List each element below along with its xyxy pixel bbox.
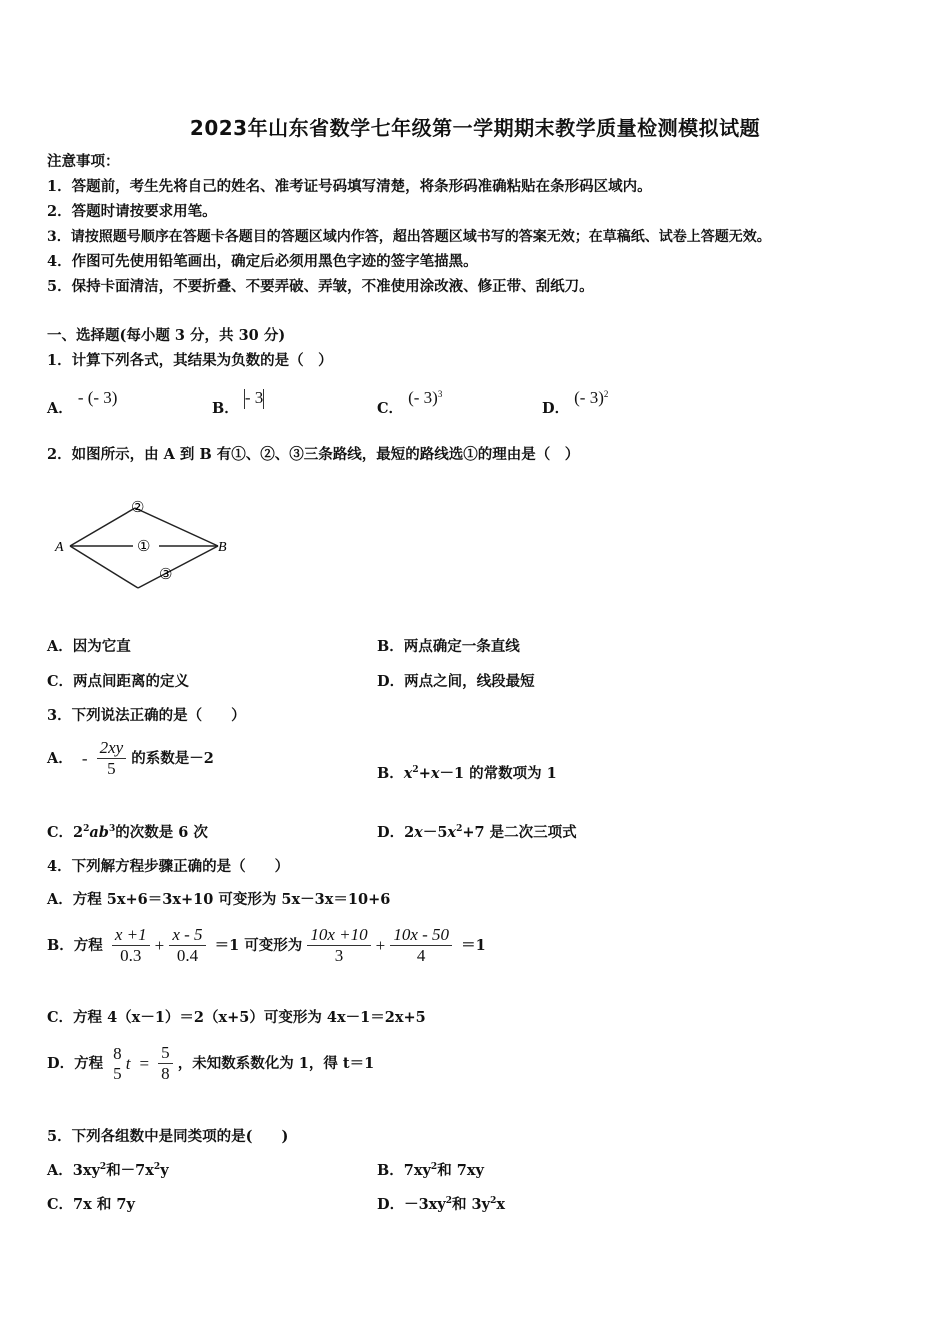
option-text: A．3xy (47, 1162, 100, 1179)
route-diagram (50, 490, 240, 600)
math-expression: - (- 3) (77, 388, 118, 407)
fraction (169, 925, 205, 966)
section-heading: 一、选择题(每小题 3 分，共 30 分) (47, 327, 286, 344)
variable: t (125, 1053, 131, 1073)
fraction-numerator: 5 (158, 1043, 173, 1064)
notice-heading: 注意事项： (47, 153, 120, 170)
option-text: 和－7x (106, 1162, 154, 1179)
variable: x (403, 765, 413, 782)
exponent: 2 (153, 1162, 161, 1172)
option-text: ＝1 可变形为 (214, 936, 303, 954)
exponent: 2 (456, 824, 463, 834)
option-text: ，未知数系数化为 1，得 t＝1 (177, 1054, 375, 1072)
route-3-label: ③ (159, 567, 173, 583)
option-text: 的次数是 6 次 (115, 824, 208, 841)
fraction (390, 925, 452, 966)
variable: x (447, 824, 457, 841)
option-text: 和 3y (452, 1196, 491, 1213)
exponent: 2 (445, 1196, 452, 1206)
fraction-denominator: 5 (107, 759, 116, 778)
fraction-denominator: 0.4 (176, 946, 199, 965)
abs-bar-right (263, 389, 264, 409)
plus-sign: + (418, 765, 431, 782)
q2-option-d: D．两点之间，线段最短 (377, 673, 535, 690)
fraction-numerator: 10x - 50 (390, 925, 452, 946)
notice-item: 3．请按照题号顺序在答题卡各题目的答题区域内作答，超出答题区域书写的答案无效；在草稿纸、试卷上答题无效。 (47, 229, 771, 245)
notice-item: 4．作图可先使用铅笔画出，确定后必须用黑色字迹的签字笔描黑。 (47, 253, 478, 270)
equals-sign: = (139, 1053, 150, 1073)
option-text: 和 7xy (437, 1162, 484, 1179)
q4-option-c: C．方程 4（x－1）＝2（x+5）可变形为 4x－1＝2x+5 (47, 1009, 426, 1026)
option-text: －1 的常数项为 1 (439, 765, 557, 782)
q4-option-b (47, 925, 486, 966)
q5-option-d (377, 1195, 505, 1215)
fraction (158, 1043, 173, 1084)
q5-option-b (377, 1161, 484, 1181)
q5-option-c: C．7x 和 7y (47, 1196, 135, 1213)
option-label: A． (47, 749, 73, 767)
q3-option-a (47, 738, 214, 779)
q4-option-d (47, 1043, 374, 1084)
option-label: D． (377, 824, 405, 841)
notice-item: 1．答题前，考生先将自己的姓名、准考证号码填写清楚，将条形码准确粘贴在条形码区域内。 (47, 178, 652, 195)
q3-option-c (47, 823, 208, 843)
option-text: +7 是二次三项式 (462, 824, 577, 841)
route-3-left-segment (70, 546, 138, 588)
option-label: B． (377, 765, 404, 782)
option-text: B．7xy (377, 1162, 431, 1179)
exponent: 2 (412, 765, 419, 775)
point-a-label: A (55, 540, 64, 555)
question-4-stem: 4．下列解方程步骤正确的是（ ） (47, 858, 290, 875)
variable: ab (89, 824, 109, 841)
fraction-numerator: 8 (113, 1043, 122, 1063)
exponent: 2 (603, 389, 609, 399)
option-label: C． (377, 400, 404, 417)
fraction-denominator: 3 (334, 946, 344, 965)
question-5-stem: 5．下列各组数中是同类项的是( ) (47, 1128, 289, 1145)
plus-sign: + (375, 935, 386, 955)
q2-option-a: A．因为它直 (47, 638, 131, 655)
fraction (307, 925, 370, 966)
fraction-numerator: 10x +10 (307, 925, 370, 946)
option-label: A． (47, 400, 73, 417)
q2-option-b: B．两点确定一条直线 (377, 638, 520, 655)
variable: x (430, 765, 440, 782)
option-text: D．－3xy (377, 1196, 446, 1213)
page-title: 2023年山东省数学七年级第一学期期末教学质量检测模拟试题 (189, 116, 761, 140)
coefficient: 2 (404, 824, 415, 841)
route-1-label: ① (137, 539, 151, 555)
option-label: D．方程 (47, 1054, 104, 1072)
fraction (112, 925, 150, 966)
minus-sign: - (81, 748, 88, 768)
fraction-denominator: 5 (113, 1063, 122, 1083)
question-2-stem: 2．如图所示，由 A 到 B 有①、②、③三条路线，最短的路线选①的理由是（ ） (47, 446, 580, 463)
notice-item: 5．保持卡面清洁，不要折叠、不要弄破、弄皱，不准使用涂改液、修正带、刮纸刀。 (47, 278, 594, 295)
coefficient: －5 (422, 824, 448, 841)
notice-item: 2．答题时请按要求用笔。 (47, 203, 217, 220)
exponent: 2 (430, 1162, 438, 1172)
option-text: 的系数是－2 (131, 749, 214, 767)
route-2-label: ② (131, 500, 145, 516)
fraction-numerator: 2xy (97, 738, 127, 759)
fraction (97, 738, 127, 779)
question-1-stem: 1．计算下列各式，其结果为负数的是（ ） (47, 352, 333, 369)
q1-option-c (377, 388, 443, 417)
q3-option-d (377, 823, 577, 843)
q1-option-b (212, 388, 264, 417)
exponent: 3 (108, 824, 116, 834)
math-expression: (- 3) (574, 388, 604, 407)
coefficient: 2 (73, 824, 84, 841)
point-b-label: B (218, 540, 227, 555)
q5-option-a (47, 1161, 169, 1181)
fraction (110, 1044, 125, 1084)
q2-option-c: C．两点间距离的定义 (47, 673, 190, 690)
exponent: 3 (437, 389, 443, 399)
plus-sign: + (154, 935, 165, 955)
option-label: B． (212, 400, 239, 417)
exponent: 2 (99, 1162, 107, 1172)
fraction-denominator: 8 (161, 1064, 170, 1083)
q1-option-a (47, 388, 118, 417)
option-label: B．方程 (47, 936, 103, 954)
option-text: y (160, 1162, 169, 1179)
option-label: C． (47, 824, 74, 841)
fraction-numerator: x +1 (112, 925, 150, 946)
option-text: ＝1 (461, 936, 486, 954)
option-text: x (496, 1196, 505, 1213)
option-label: D． (542, 400, 570, 417)
q1-option-d (542, 388, 609, 417)
q3-option-b (377, 764, 557, 784)
question-3-stem: 3．下列说法正确的是（ ） (47, 707, 246, 724)
exponent: 2 (490, 1196, 497, 1206)
fraction-numerator: x - 5 (169, 925, 205, 946)
exponent: 2 (83, 824, 90, 834)
q4-option-a: A．方程 5x+6＝3x+10 可变形为 5x－3x＝10+6 (47, 891, 391, 908)
fraction-denominator: 4 (416, 946, 426, 965)
variable: x (414, 824, 423, 841)
fraction-denominator: 0.3 (120, 946, 142, 965)
math-expression: - 3 (244, 388, 264, 407)
route-2-left-segment (70, 508, 135, 546)
math-expression: (- 3) (408, 388, 438, 407)
